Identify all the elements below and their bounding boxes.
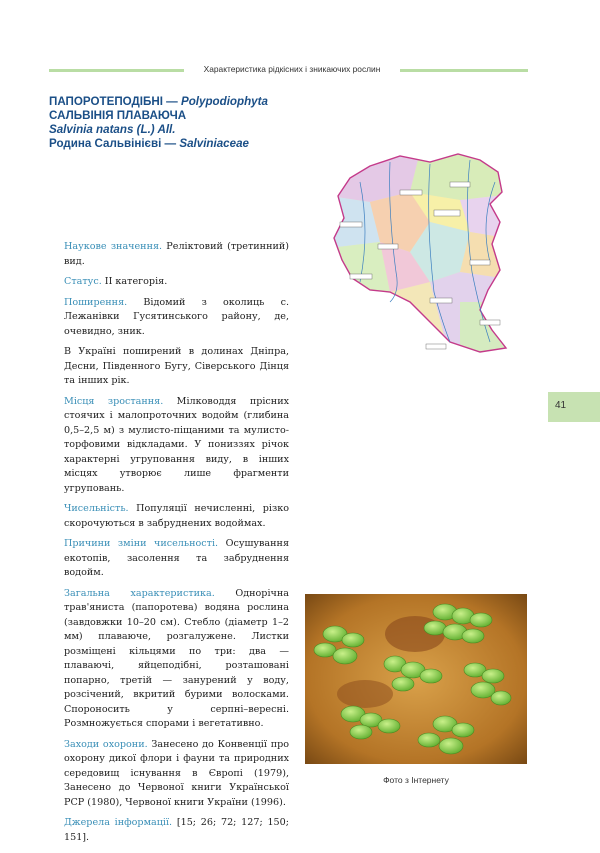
header-rule-right bbox=[400, 69, 528, 72]
photo-caption: Фото з Інтернету bbox=[383, 775, 449, 785]
section-abundance: Чисельність. Популяції нечисленні, різко скорочуються в забруднених водоймах. bbox=[64, 503, 289, 529]
header-rule-left bbox=[49, 69, 184, 72]
section-causes: Причини зміни чисельності. Осушування екотопів, засолення та забруднення водойм. bbox=[64, 538, 289, 578]
family-title: Родина Сальвінієві — Salviniaceae bbox=[49, 137, 249, 150]
body-text bbox=[64, 240, 289, 851]
region-map bbox=[330, 152, 530, 358]
title-block bbox=[49, 95, 268, 151]
section-general: Загальна характеристика. Однорічна трав'яниста (папоротева) водяна рослина (завдовжки 10–20 см). Стебло (діаметр 1–2 мм) плаваюче, розгалужене. Листки розміщені кільцями по три: два — плаваючі, яйцеподібні, розташовані попарно, третій — занурений у воду, розсічений, вкритий бурими волосками. Спороносить у серпні–вересні. Розмножується спорами і вегетативно. bbox=[64, 587, 289, 729]
section-habitat: Місця зростання. Мілководдя прісних стоячих і малопроточних водойм (глибина 0,5–2,5 м) з мулисто-піщаними та мулисто-торфовими відкладами. У пониззях річок характерні угруповання виду, в інших місцях утворює лише фрагменти угруповань. bbox=[64, 395, 289, 494]
section-scientific-value: Наукове значення. Реліктовий (третинний) вид. bbox=[64, 241, 289, 267]
section-protection: Заходи охорони. Занесено до Конвенції про охорону дикої флори і фауни та природних середовищ існування в Європі (1979), Занесено до Червоної книги Української РСР (1980), Червоної книги України (1996). bbox=[64, 738, 290, 808]
division-title: ПАПОРОТЕПОДІБНІ — Polypodiophyta bbox=[49, 95, 268, 108]
section-status: Статус. II категорія. bbox=[64, 276, 168, 287]
section-distribution: Поширення. Відомий з околиць с. Лежанівки Гусятинського району, де, очевидно, зник. bbox=[64, 296, 289, 337]
section-sources: Джерела інформації. [15; 26; 72; 127; 150; 151]. bbox=[64, 817, 289, 843]
section-distribution-ukraine: В Україні поширений в долинах Дніпра, Десни, Південного Бугу, Сіверського Дінця та інших рік. bbox=[64, 346, 289, 386]
running-header: Характеристика рідкісних і зникаючих рослин bbox=[203, 64, 381, 74]
salvinia-photo bbox=[305, 594, 527, 764]
species-name: САЛЬВІНІЯ ПЛАВАЮЧА bbox=[49, 109, 187, 122]
species-latin: Salvinia natans (L.) All. bbox=[49, 123, 176, 136]
page-number: 41 bbox=[555, 400, 567, 411]
